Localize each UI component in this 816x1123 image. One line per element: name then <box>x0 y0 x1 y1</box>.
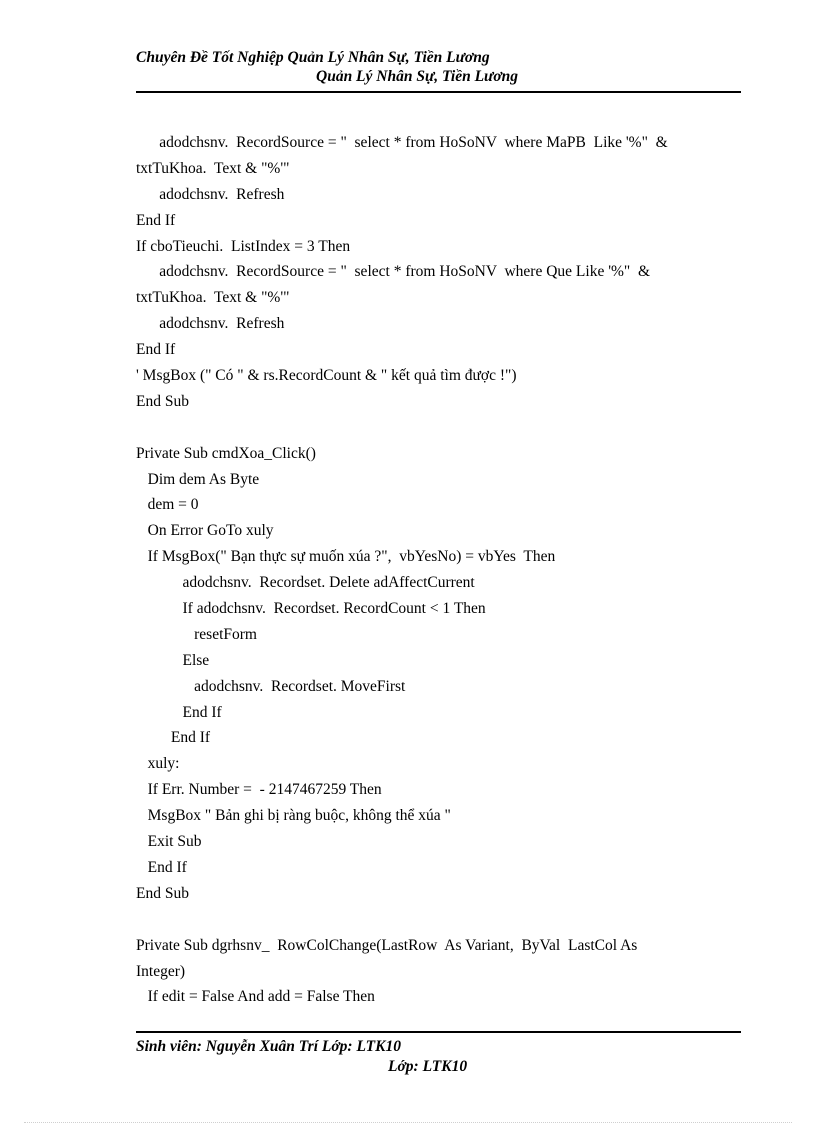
header-rule <box>136 91 741 93</box>
code-listing <box>136 130 741 1010</box>
code-line: xuly: <box>136 755 180 773</box>
code-line: adodchsnv. RecordSource = " select * from HoSoNV where MaPB Like '%" & <box>136 134 668 151</box>
header-subtitle: Quản Lý Nhân Sự, Tiền Lương <box>316 68 519 85</box>
code-line: txtTuKhoa. Text & "%'" <box>136 159 290 177</box>
code-line: adodchsnv. RecordSource = " select * from HoSoNV where Que Like '%" & <box>136 263 651 281</box>
code-line: resetForm <box>136 625 257 643</box>
code-line: adodchsnv. Recordset. Delete adAffectCurrent <box>136 574 475 592</box>
code-line: End If <box>136 703 222 721</box>
code-line: adodchsnv. Recordset. MoveFirst <box>136 677 406 695</box>
code-line: If cboTieuchi. ListIndex = 3 Then <box>136 237 351 255</box>
code-line: adodchsnv. Refresh <box>136 185 285 203</box>
code-line: dem = 0 <box>136 496 199 514</box>
code-line: End If <box>136 341 176 359</box>
code-line: On Error GoTo xuly <box>136 522 274 540</box>
footer-class: Lớp: LTK10 <box>388 1058 468 1075</box>
code-line-blank <box>136 415 741 441</box>
code-line: End If <box>136 858 187 876</box>
code-line: If MsgBox(" Bạn thực sự muốn xúa ?", vbYesNo) = vbYes Then <box>136 548 556 566</box>
footer-student: Sinh viên: Nguyễn Xuân Trí Lớp: LTK10 <box>136 1038 401 1055</box>
page-header <box>136 48 740 86</box>
code-line: End Sub <box>136 884 189 902</box>
code-line: Integer) <box>136 962 186 980</box>
code-line: Dim dem As Byte <box>136 470 260 488</box>
code-line: Private Sub cmdXoa_Click() <box>136 444 316 462</box>
code-line: End Sub <box>136 392 189 410</box>
code-line: End If <box>136 729 211 747</box>
code-line: If edit = False And add = False Then <box>136 988 375 1006</box>
code-line: txtTuKhoa. Text & "%'" <box>136 289 290 307</box>
code-line: adodchsnv. Refresh <box>136 315 285 333</box>
code-line: If adodchsnv. Recordset. RecordCount < 1 Then <box>136 600 486 618</box>
code-line: End If <box>136 211 176 229</box>
header-title: Chuyên Đề Tốt Nghiệp Quản Lý Nhân Sự, Tiền Lương <box>136 49 490 66</box>
code-line: Private Sub dgrhsnv_ RowColChange(LastRow As Variant, ByVal LastCol As <box>136 936 638 954</box>
code-line: MsgBox " Bản ghi bị ràng buộc, không thể xúa " <box>136 807 451 825</box>
code-line: ' MsgBox (" Có " & rs.RecordCount & " kết quả tìm được !") <box>136 367 517 385</box>
code-line-blank <box>136 907 741 933</box>
code-line: If Err. Number = - 2147467259 Then <box>136 781 382 799</box>
code-line: Else <box>136 651 210 669</box>
code-line: Exit Sub <box>136 833 202 851</box>
footer-rule <box>136 1031 741 1033</box>
page-footer <box>136 1037 740 1077</box>
